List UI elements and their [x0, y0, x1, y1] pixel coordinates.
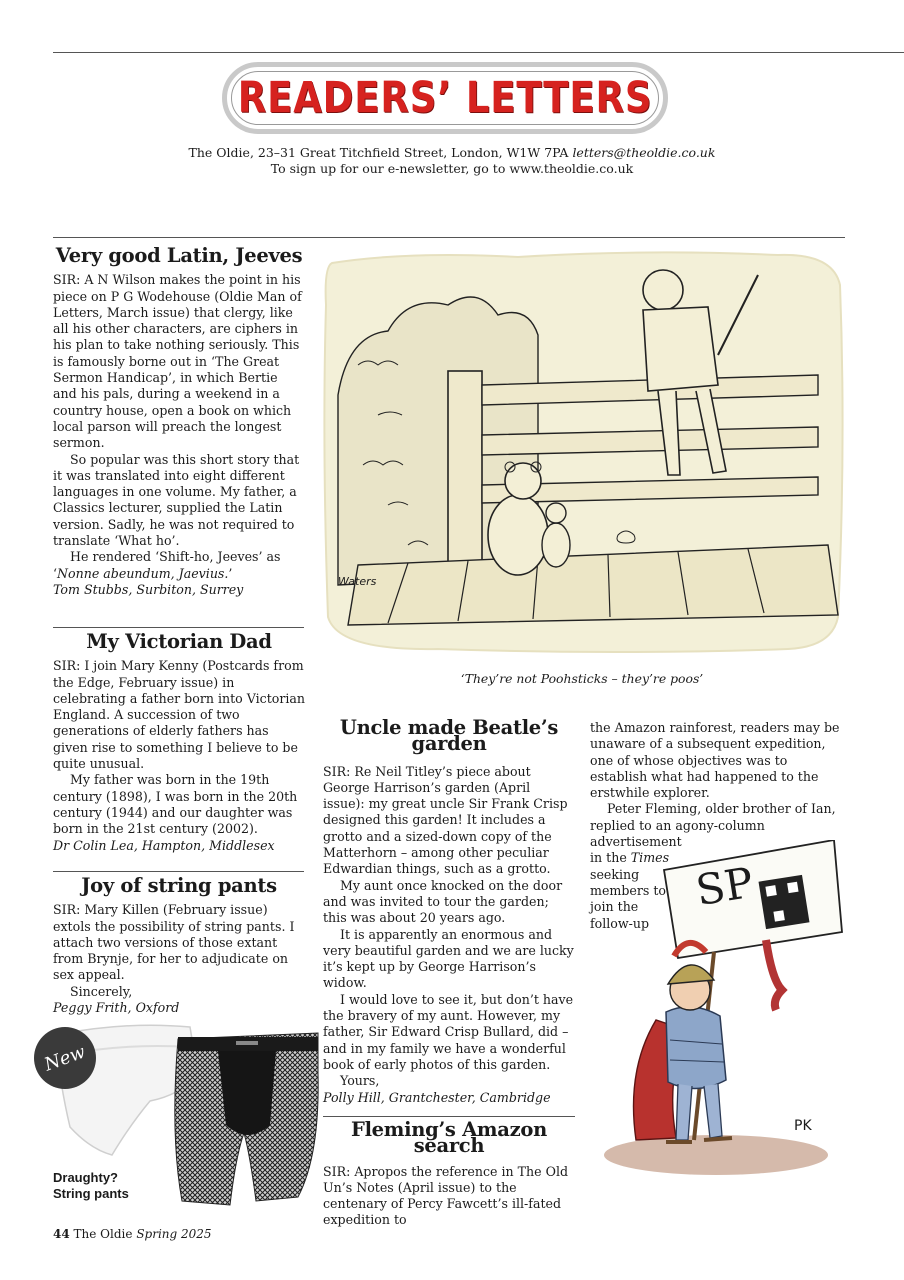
letter-text: ’	[228, 565, 233, 581]
letter-divider	[323, 1116, 575, 1117]
wrap-line: follow-up	[590, 915, 650, 931]
new-badge-text: New	[41, 1040, 89, 1076]
cartoon-caption: ‘They’re not Poohsticks – they’re poos’	[460, 671, 704, 686]
letter-signature: Tom Stubbs, Surbiton, Surrey	[53, 581, 244, 597]
wrap-text: in the	[590, 850, 631, 866]
times-title: Times	[630, 850, 670, 866]
letter-signature: Polly Hill, Grantchester, Cambridge	[323, 1089, 551, 1105]
contact-address-line	[0, 145, 904, 161]
wrap-line: seeking	[590, 866, 640, 882]
letter-latin	[53, 244, 305, 598]
new-badge	[34, 1027, 96, 1089]
letter-paragraph: It is apparently an enormous and very beautiful garden and we are lucky it’s kept up by George Harrison’s widow.	[323, 926, 574, 991]
letter-divider	[53, 871, 304, 872]
letter-paragraph: SIR: Apropos the reference in The Old Un’s Notes (April issue) to the centenary of Percy Fawcett’s ill-fated expedition to	[323, 1163, 569, 1228]
page-number: 44	[53, 1227, 70, 1241]
issue-name: Spring 2025	[136, 1227, 212, 1241]
top-rule	[53, 52, 904, 53]
contact-email[interactable]: letters@theoldie.co.uk	[572, 145, 716, 160]
section-rule	[53, 237, 845, 238]
sign-text: SP	[692, 857, 757, 916]
photo-caption-line: String pants	[53, 1186, 129, 1201]
latin-phrase: Nonne abeundum, Jaevius.	[57, 565, 229, 581]
photo-caption	[53, 1170, 129, 1202]
letter-beatle	[323, 716, 575, 1106]
letter-paragraph: SIR: Re Neil Titley’s piece about George Harrison’s garden (April issue): my great uncle Sir Frank Crisp designed this garden! It includes a grotto and a sized-down copy of the Matterhorn – among other peculiar Edwardian things, such as a grotto.	[323, 763, 568, 877]
letter-paragraph: SIR: I join Mary Kenny (Postcards from the Edge, February issue) in celebrating a father born into Victorian England. A succession of two generations of elderly fathers has given rise to something I believe to be quite unusual.	[53, 658, 305, 772]
letter-paragraph: Peter Fleming, older brother of Ian, replied to an agony-column	[590, 801, 836, 833]
letter-fleming	[323, 1118, 575, 1229]
letter-paragraph: the Amazon rainforest, readers may be unaware of a subsequent expedition, one of whose objectives was to establish what had happened to the erstwhile explorer.	[590, 720, 840, 801]
wrap-line: advertisement	[590, 834, 682, 850]
letter-paragraph: My aunt once knocked on the door and was invited to tour the garden; this was about 20 years ago.	[323, 877, 563, 926]
letter-heading: Uncle made Beatle’s garden	[339, 716, 559, 756]
page-footer	[53, 1227, 212, 1241]
letter-paragraph: SIR: A N Wilson makes the point in his piece on P G Wodehouse (Oldie Man of Letters, March issue) that clergy, like all his other characters, are ciphers in his plan to take nothing seriously. This is famously borne out in ‘The Great Sermon Handicap’, in which Bertie and his pals, during a weekend in a country house, open a book on which local parson will preach the longest sermon.	[53, 272, 302, 451]
letter-heading: My Victorian Dad	[86, 630, 272, 653]
letter-text: He rendered ‘Shift-ho, Jeeves’ as ‘	[53, 549, 281, 581]
letter-paragraph: SIR: Mary Killen (February issue) extols the possibility of string pants. I attach two versions of those extant from Brynje, for her to adjudicate on sex appeal.	[53, 902, 295, 983]
masthead-title: READERS’ LETTERS	[237, 73, 653, 123]
letter-heading: Joy of string pants	[81, 874, 277, 897]
contact-newsletter: To sign up for our e-newsletter, go to www.theoldie.co.uk	[270, 161, 634, 176]
letter-divider	[53, 627, 304, 628]
magazine-name: The Oldie	[73, 1227, 133, 1241]
letter-paragraph: I would love to see it, but don’t have the bravery of my aunt. However, my father, Sir Edward Crisp Bullard, did – and in my family we have a wonderful book of early photos of this garden.	[323, 991, 574, 1072]
letter-dad	[53, 630, 305, 854]
letter-paragraph: My father was born in the 19th century (1898), I was born in the 20th century (1944) and our daughter was born in the 21st century (2002).	[53, 772, 298, 837]
photo-caption-line: Draughty?	[53, 1170, 118, 1185]
wrap-line: members to	[590, 882, 666, 898]
letter-paragraph: Yours,	[340, 1073, 380, 1089]
letter-paragraph: So popular was this short story that it was translated into eight different languages in one volume. My father, a Classics lecturer, supplied the Latin version. Sadly, he was not required to translate ‘What ho’.	[53, 451, 300, 549]
letter-heading: Fleming’s Amazon search	[351, 1118, 547, 1158]
cartoonist-signature: Waters	[338, 575, 377, 588]
contact-address: The Oldie, 23–31 Great Titchfield Street, London, W1W 7PA	[188, 145, 569, 160]
letter-signature: Peggy Frith, Oxford	[53, 1000, 180, 1016]
letter-pants	[53, 874, 305, 1016]
soldier-cartoon	[596, 840, 846, 1180]
letter-paragraph	[53, 549, 305, 582]
letter-paragraph: Sincerely,	[70, 983, 133, 999]
letter-heading: Very good Latin, Jeeves	[55, 244, 303, 267]
poohsticks-cartoon	[318, 245, 846, 655]
cartoonist-signature: PK	[794, 1118, 812, 1134]
letter-signature: Dr Colin Lea, Hampton, Middlesex	[53, 837, 275, 853]
wrap-line: join the	[590, 899, 639, 915]
masthead-banner	[222, 62, 668, 134]
